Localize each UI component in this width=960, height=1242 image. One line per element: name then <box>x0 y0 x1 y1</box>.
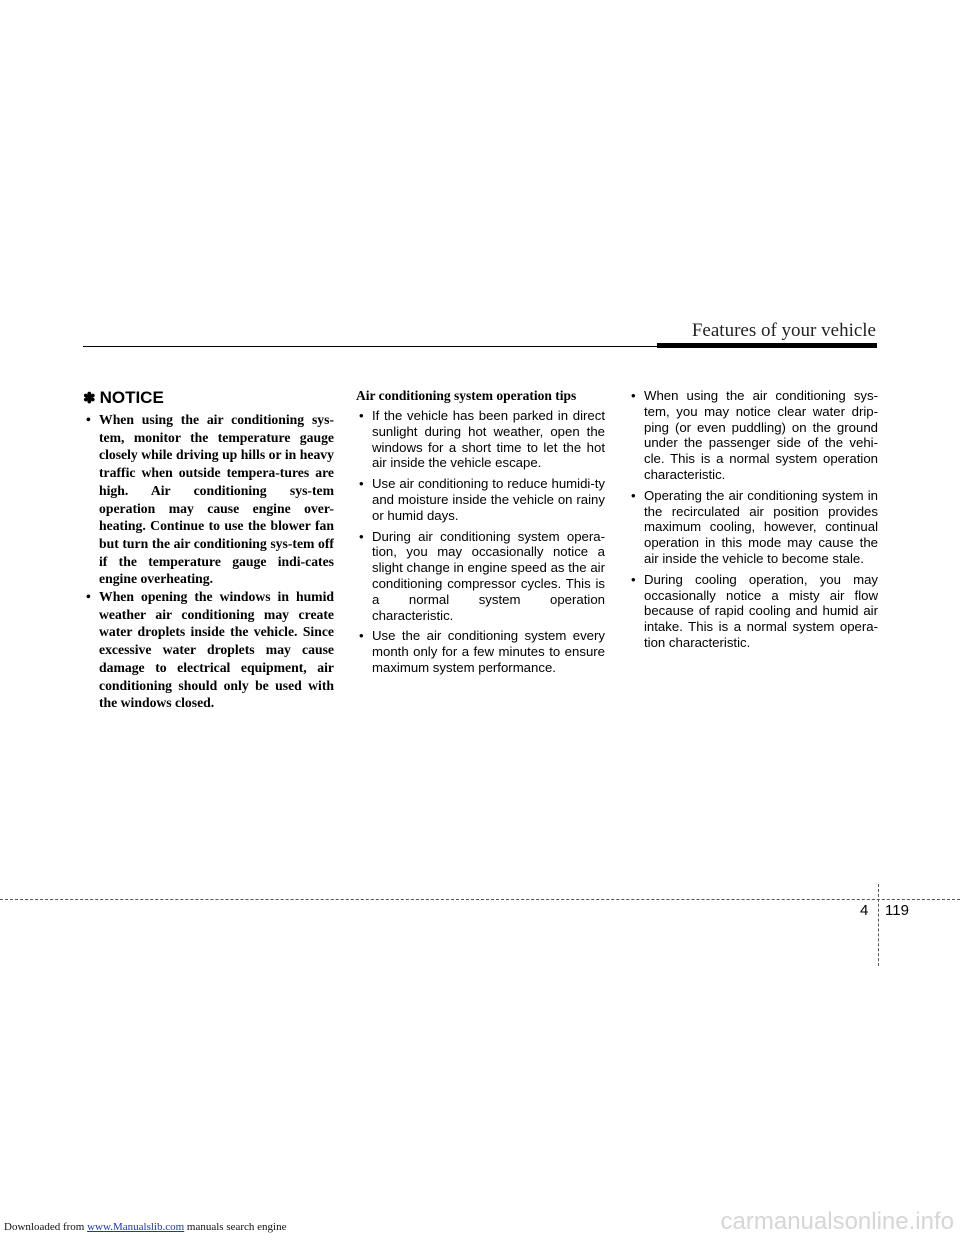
notice-list <box>83 411 334 712</box>
tips-continued-list <box>628 388 878 651</box>
tip-item: • During air conditioning system opera-tion, you may occasionally notice a slight change in engine speed as the air conditioning compressor cycles. This is a normal system operation characteristic. <box>356 529 605 624</box>
manualslib-link[interactable]: www.Manualslib.com <box>87 1221 185 1233</box>
notice-item: • When using the air conditioning sys-tem, monitor the temperature gauge closely while driving up hills or in heavy traffic when outside tempera-tures are high. Air conditioning sys-tem operation may cause engine over-heating. Continue to use the blower fan but turn the air conditioning sys-tem off if the temperature gauge indi-cates engine overheating. <box>83 411 334 588</box>
tip-item: • Use air conditioning to reduce humidi-ty and moisture inside the vehicle on rainy or humid days. <box>356 476 605 523</box>
tips-column <box>356 360 605 681</box>
notice-title: NOTICE <box>99 388 164 407</box>
header-rule <box>83 346 657 347</box>
download-footer <box>4 1221 286 1233</box>
tip-item: • During cooling operation, you may occasionally notice a misty air flow because of rapid cooling and humid air intake. This is a normal system opera-tion characteristic. <box>628 572 878 651</box>
notice-column <box>83 360 334 712</box>
watermark: carmanualsonline.info <box>720 1208 954 1235</box>
page-footer-divider <box>0 899 960 900</box>
tips-list <box>356 408 605 676</box>
footer-prefix: Downloaded from <box>4 1221 88 1233</box>
footer-suffix: manuals search engine <box>184 1221 287 1233</box>
notice-heading <box>83 388 334 408</box>
chapter-number: 4 <box>860 902 869 919</box>
header-rule-thick <box>657 343 877 348</box>
tip-item: • Use the air conditioning system every month only for a few minutes to ensure maximum system performance. <box>356 628 605 675</box>
asterisk-icon: ✽ <box>83 390 96 407</box>
tip-item: • When using the air conditioning sys-tem, you may notice clear water drip-ping (or even puddling) on the ground under the passenger side of the vehi-cle. This is a normal system operation characteristic. <box>628 388 878 483</box>
notice-item: • When opening the windows in humid weather air conditioning may create water droplets inside the vehicle. Since excessive water droplets may cause damage to electrical equipment, air conditioning should only be used with the windows closed. <box>83 588 334 712</box>
tip-item: • Operating the air conditioning system in the recirculated air position provides maximum cooling, however, continual operation in this mode may cause the air inside the vehicle to become stale. <box>628 488 878 567</box>
tip-item: • If the vehicle has been parked in direct sunlight during hot weather, open the windows for a short time to let the hot air inside the vehicle escape. <box>356 408 605 471</box>
page-number-divider <box>878 884 879 966</box>
section-title: Features of your vehicle <box>691 320 876 341</box>
tips-heading: Air conditioning system operation tips <box>356 388 577 403</box>
tips-continued-column <box>628 360 878 656</box>
page-number: 119 <box>885 902 909 919</box>
